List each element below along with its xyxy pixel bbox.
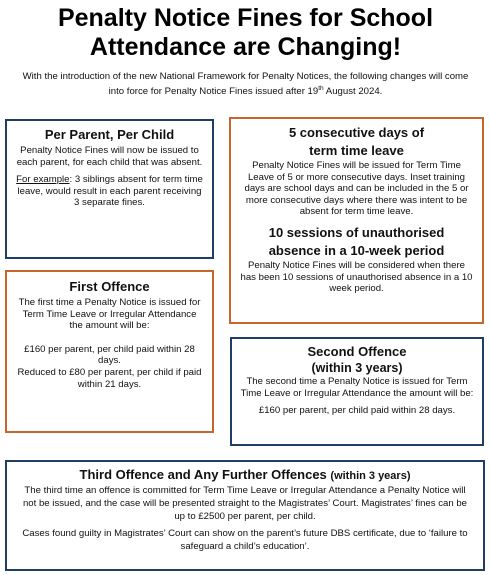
unauthorised-heading-2: absence in a 10-week period [268,242,445,258]
first-offence-body-3: Reduced to £80 per parent, per child if paid within 21 days. [17,366,202,390]
second-offence-subheading: (within 3 years) [311,361,403,375]
third-offence-heading-main: Third Offence and Any Further Offences [79,467,331,482]
third-offence-heading [17,467,473,484]
title-line-1: Penalty Notice Fines for School [57,4,434,32]
third-offence-body-1: The third time an offence is committed for Term Time Leave or Irregular Attendance a Penalty Notice will not be issued, and the case will be presented straight to the Magistrates’ Court. Magistrates’ fines can be up to £2500 per parent, per child. [22,485,468,522]
term-time-box [229,117,484,324]
second-offence-body-1: The second time a Penalty Notice is issued for Term Time Leave or Irregular Attendance the amount will be: [240,376,474,399]
unauthorised-body: Penalty Notice Fines will be considered when there has been 10 sessions of unauthorised absence in a 10 week period. [240,259,473,295]
intro-text [20,71,471,98]
first-offence-body-1: The first time a Penalty Notice is issued for Term Time Leave or Irregular Attendance the amount will be: [18,297,201,332]
example-text: : 3 siblings absent for term time leave, would result in each parent receiving 3 separate fines. [17,174,203,209]
title-line-2: Attendance are Changing! [89,33,402,61]
third-offence-body-2: Cases found guilty in Magistrates’ Court can show on the parent’s future DBS certificate, due to ‘failure to safeguard a child’s education’. [22,528,468,552]
page-title [0,4,491,62]
third-offence-heading-suffix: (within 3 years) [330,470,411,482]
second-offence-box [230,337,484,446]
term-time-heading-1: 5 consecutive days of [288,125,425,140]
first-offence-heading: First Offence [69,279,150,294]
per-parent-box [5,119,214,259]
term-time-body-1: Penalty Notice Fines will be issued for Term Time Leave of 5 or more consecutive days. Inset training days are school days and can be included in the 5 or more consecutive days where there was intent to be absent for term time leave. [244,160,469,218]
term-time-heading-2: term time leave [309,143,404,158]
unauthorised-heading-1: 10 sessions of unauthorised [268,224,445,240]
first-offence-body-2: £160 per parent, per child paid within 28 days. [24,343,195,367]
first-offence-box [5,270,214,433]
example-label: For example [16,174,70,186]
per-parent-heading: Per Parent, Per Child [44,127,175,142]
second-offence-heading: Second Offence [307,344,407,359]
per-parent-body: Penalty Notice Fines will now be issued to each parent, for each child that was absent. [16,145,203,168]
intro-sup: th [318,85,324,92]
intro-tail: August 2024. [323,86,383,98]
intro-main: With the introduction of the new National Framework for Penalty Notices, the following changes will come into force for Penalty Notice Fines issued after 19 [22,71,469,98]
third-offence-box [5,460,485,571]
second-offence-body-2: £160 per parent, per child paid within 28 days. [258,405,456,417]
per-parent-example [15,174,204,209]
